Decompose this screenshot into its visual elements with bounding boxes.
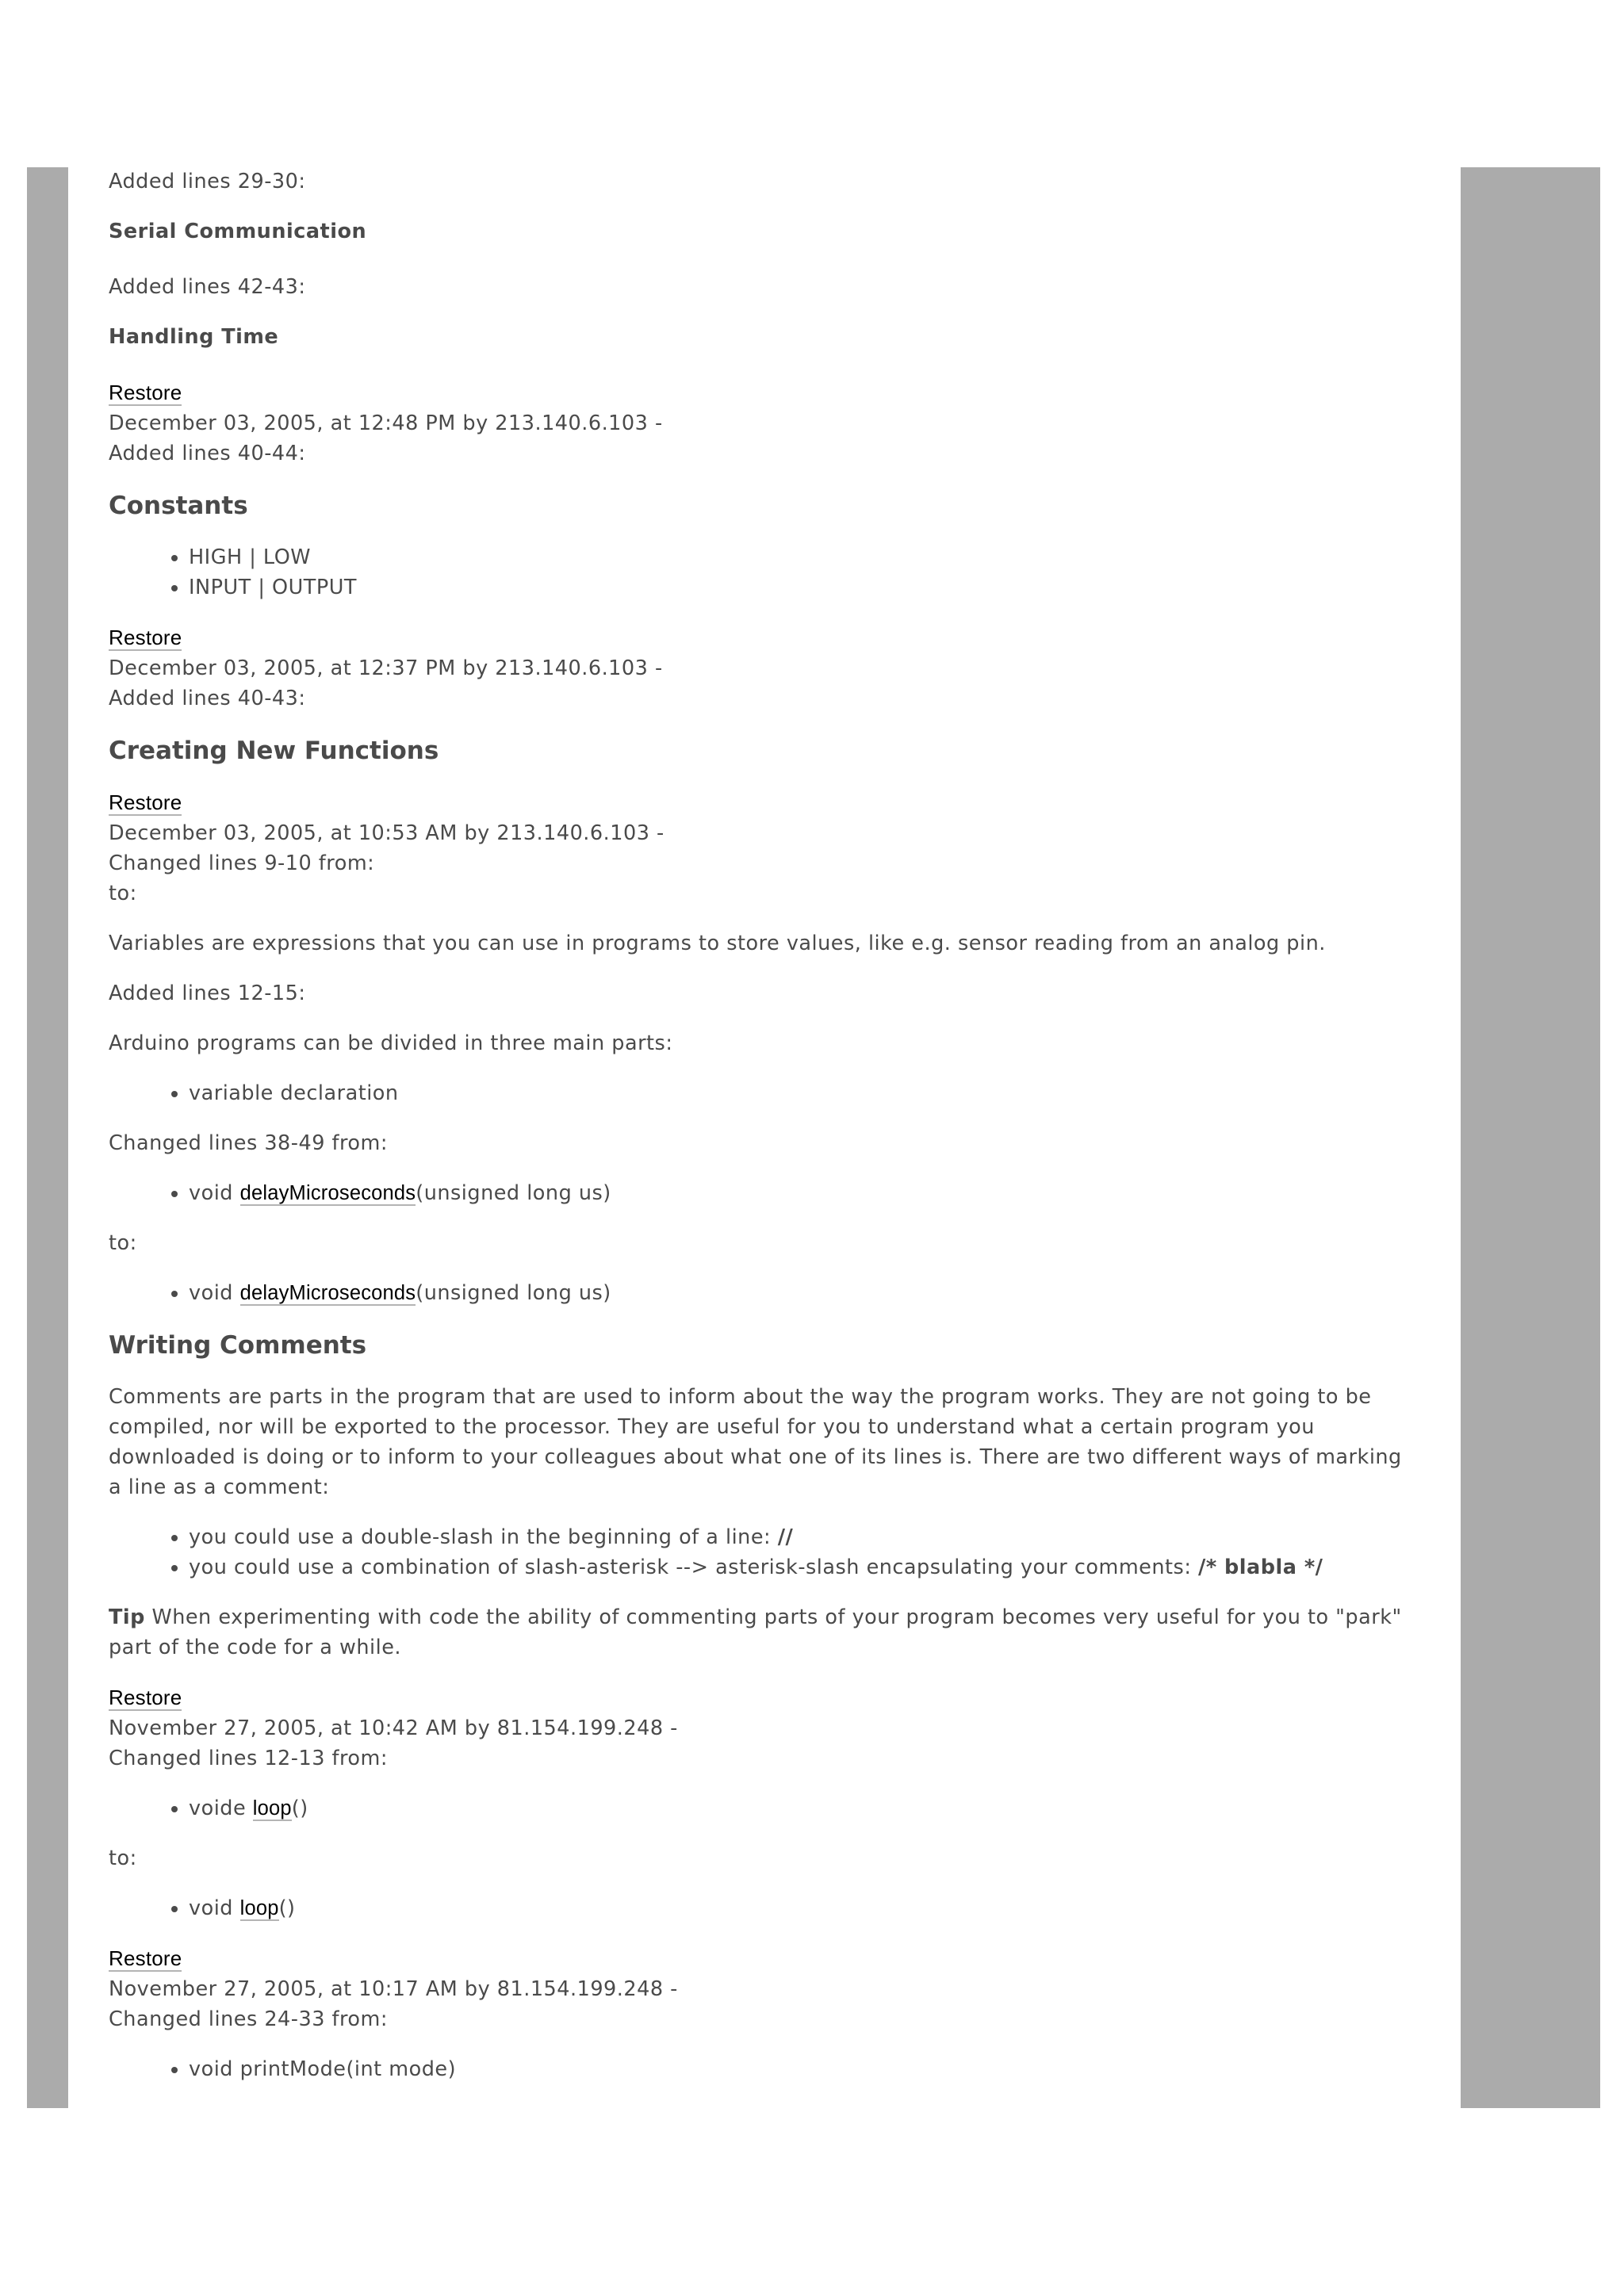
from-list [109, 1178, 1417, 1208]
comment-methods-list [109, 1522, 1417, 1582]
revision-meta: December 03, 2005, at 12:48 PM by 213.140.6.103 - [109, 411, 663, 435]
revision-change: Added lines 40-43: [109, 687, 306, 710]
revision-to: to: [109, 1846, 137, 1870]
revision-change: Added lines 12-15: [109, 982, 306, 1005]
revision-entry [109, 1943, 1417, 2084]
bullet-code: // [777, 1525, 794, 1549]
list-item [189, 1178, 1417, 1208]
loop-link[interactable]: loop [252, 1797, 292, 1820]
list-item [189, 1893, 1417, 1923]
left-sidebar-bar [27, 167, 68, 2108]
revision-change: Changed lines 9-10 from: [109, 851, 375, 875]
list-item [189, 1552, 1417, 1582]
revision-change: Changed lines 38-49 from: [109, 1131, 388, 1155]
tip-label: Tip [109, 1605, 145, 1629]
revision-entry [109, 377, 1417, 603]
to-list [109, 1893, 1417, 1923]
restore-link[interactable]: Restore [109, 1946, 182, 1970]
comments-paragraph: Comments are parts in the program that are used to inform about the way the program works. They are not going to be compiled, nor will be exported to the processor. They are useful for you to understand what a certain program you downloaded is doing or to inform to your colleagues about what one of its lines is. There are two different ways of marking a line as a comment: [109, 1385, 1402, 1499]
list-item [189, 1522, 1417, 1552]
restore-link[interactable]: Restore [109, 626, 182, 649]
list-item: • void printMode(int mode) [189, 2054, 1417, 2084]
revision-to: to: [109, 882, 137, 905]
function-parens: () [291, 1797, 308, 1820]
revision-change: Changed lines 24-33 from: [109, 2007, 388, 2031]
revision-entry [109, 1682, 1417, 1923]
revision-meta: December 03, 2005, at 12:37 PM by 213.140.6.103 - [109, 656, 663, 680]
parts-list [109, 1078, 1417, 1108]
delay-microseconds-link[interactable]: delayMicroseconds [239, 1282, 416, 1304]
arduino-parts-paragraph: Arduino programs can be divided in three main parts: [109, 1031, 673, 1055]
loop-link[interactable]: loop [239, 1897, 279, 1919]
list-item: • INPUT | OUTPUT [189, 572, 1417, 603]
revision-meta: December 03, 2005, at 10:53 AM by 213.140.6.103 - [109, 821, 665, 845]
bullet-code: /* blabla */ [1198, 1556, 1323, 1579]
to-list [109, 1278, 1417, 1308]
list-item [189, 1793, 1417, 1823]
function-signature: (unsigned long us) [416, 1281, 611, 1305]
function-parens: () [278, 1896, 296, 1920]
void-keyword: void [189, 1896, 240, 1920]
right-sidebar-bar [1461, 167, 1600, 2108]
added-lines-29-30: Added lines 29-30: [109, 170, 306, 193]
handling-time-heading: Handling Time [109, 325, 279, 349]
revision-entry [109, 622, 1417, 768]
constants-list [109, 542, 1417, 603]
list-item [189, 1278, 1417, 1308]
restore-link[interactable]: Restore [109, 381, 182, 404]
from-list [109, 2054, 1417, 2084]
revision-meta: November 27, 2005, at 10:17 AM by 81.154.199.248 - [109, 1977, 678, 2001]
tip-text: When experimenting with code the ability of commenting parts of your program becomes very useful for you to "park" part of the code for a while. [109, 1605, 1402, 1659]
revision-entry [109, 787, 1417, 1663]
restore-link[interactable]: Restore [109, 790, 182, 814]
revision-meta: November 27, 2005, at 10:42 AM by 81.154.199.248 - [109, 1716, 678, 1740]
added-lines-42-43: Added lines 42-43: [109, 275, 306, 299]
from-list [109, 1793, 1417, 1823]
void-keyword: void [189, 1181, 240, 1205]
delay-microseconds-link[interactable]: delayMicroseconds [239, 1182, 416, 1204]
revision-change: Added lines 40-44: [109, 442, 306, 465]
serial-communication-heading: Serial Communication [109, 220, 367, 243]
function-signature: (unsigned long us) [416, 1181, 611, 1205]
restore-link[interactable]: Restore [109, 1686, 182, 1709]
voide-keyword: voide [189, 1797, 253, 1820]
bullet-text: you could use a double-slash in the beginning of a line: [189, 1525, 778, 1549]
list-item: • variable declaration [189, 1078, 1417, 1108]
variables-paragraph: Variables are expressions that you can use in programs to store values, like e.g. sensor reading from an analog pin. [109, 932, 1326, 955]
constants-heading: Constants [109, 492, 248, 520]
writing-comments-heading: Writing Comments [109, 1331, 367, 1360]
list-item: • HIGH | LOW [189, 542, 1417, 572]
creating-new-functions-heading: Creating New Functions [109, 737, 439, 765]
tip-paragraph [109, 1602, 1417, 1663]
revision-to: to: [109, 1231, 137, 1255]
page-content [109, 166, 1417, 2104]
bullet-text: you could use a combination of slash-asterisk --> asterisk-slash encapsulating your comments: [189, 1556, 1199, 1579]
revision-change: Changed lines 12-13 from: [109, 1747, 388, 1770]
void-keyword: void [189, 1281, 240, 1305]
